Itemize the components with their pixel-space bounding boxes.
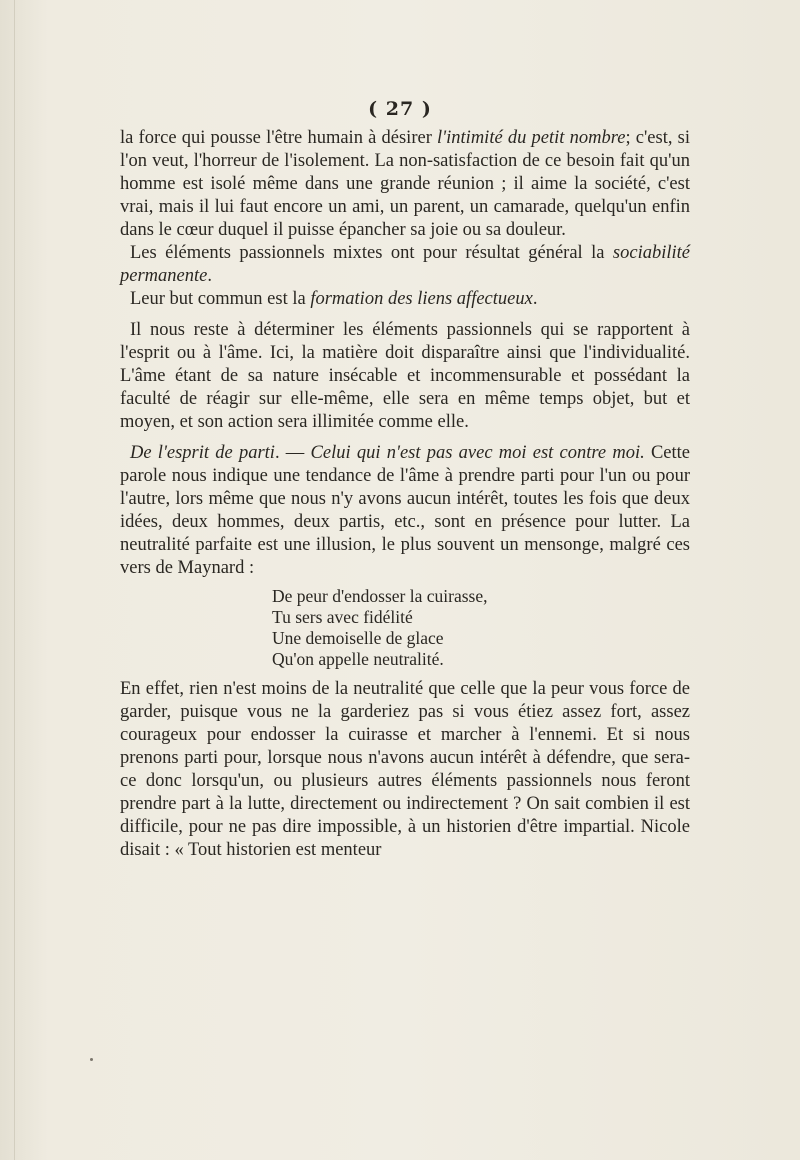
paragraph-party-spirit [120,442,690,580]
paragraph-text: Leur but commun est la [130,289,311,309]
ink-speck [90,1058,93,1061]
paragraph-soul-elements [120,319,690,434]
paragraph-text: la force qui pousse l'être humain à désirer [120,128,438,148]
verse-quotation [120,586,690,670]
verse-line: Qu'on appelle neutralité. [272,649,444,669]
paragraph-text: ; c'est, si l'on veut, l'horreur de l'isolement. La non-satisfaction de ce besoin fait qu'un homme est isolé même dans une grande réunion ; il aime la société, c'est vrai, mais il lui faut encore un ami, un parent, un camarade, quelqu'un enfin dans le cœur duquel il puisse épancher sa joie ou sa douleur. [120,128,691,240]
paragraph-neutrality [120,678,690,862]
paragraph-text: Cette parole nous indique une tendance de l'âme à prendre parti pour l'un ou pour l'autre, lors même que nous n'y avons aucun intérêt, toutes les fois que deux idées, deux hommes, deux partis, etc., sont en présence pour lutter. La neutralité parfaite est une illusion, le plus souvent un mensonge, malgré ces vers de Maynard : [120,443,691,578]
emphasis-text: sociabilité permanente [120,243,690,286]
body-text [120,127,690,862]
page-fold-line [14,0,15,1160]
paragraph-text: Il nous reste à déterminer les éléments passionnels qui se rapportent à l'esprit ou à l'âme. Ici, la matière doit disparaître ainsi que l'individualité. L'âme étant de sa nature insécable et incommensurable et possédant la faculté de réagir sur elle-même, elle sera en même temps objet, but et moyen, et son action sera illimitée comme elle. [120,320,690,432]
paragraph-text: En effet, rien n'est moins de la neutralité que celle que la peur vous force de garder, puisque vous ne la garderiez pas si vous étiez assez fort, assez courageux pour endosser la cuirasse et marcher à l'ennemi. Et si nous prenons parti pour, lorsque nous n'avons aucun intérêt à défendre, que sera-ce donc lorsqu'un, ou plusieurs autres éléments passionnels nous feront prendre part à la lutte, directement ou indirectement ? On sait combien il est difficile, pour ne pas dire impossible, à un historien d'être impartial. Nicole disait : « Tout historien est menteur [120,679,690,860]
emphasis-text: formation des liens affectueux [310,289,533,309]
emphasis-text: l'intimité du petit nombre [437,128,626,148]
paragraph-text: . — [274,443,311,463]
paragraph-sociability-intimacy [120,127,690,242]
paragraph-common-goal [120,288,690,311]
paragraph-text: Les éléments passionnels mixtes ont pour résultat général la [130,243,613,263]
quotation-italic: Celui qui n'est pas avec moi est contre moi. [310,443,645,463]
section-heading-italic: De l'esprit de parti [130,443,275,463]
verse-line: De peur d'endosser la cuirasse, [272,586,488,606]
verse-line: Une demoiselle de glace [272,628,444,648]
paragraph-text: . [532,289,538,309]
verse-line: Tu sers avec fidélité [272,607,413,627]
page-number: ( 27 ) [368,98,432,120]
paragraph-text: . [207,266,212,286]
paragraph-mixed-elements [120,242,690,288]
